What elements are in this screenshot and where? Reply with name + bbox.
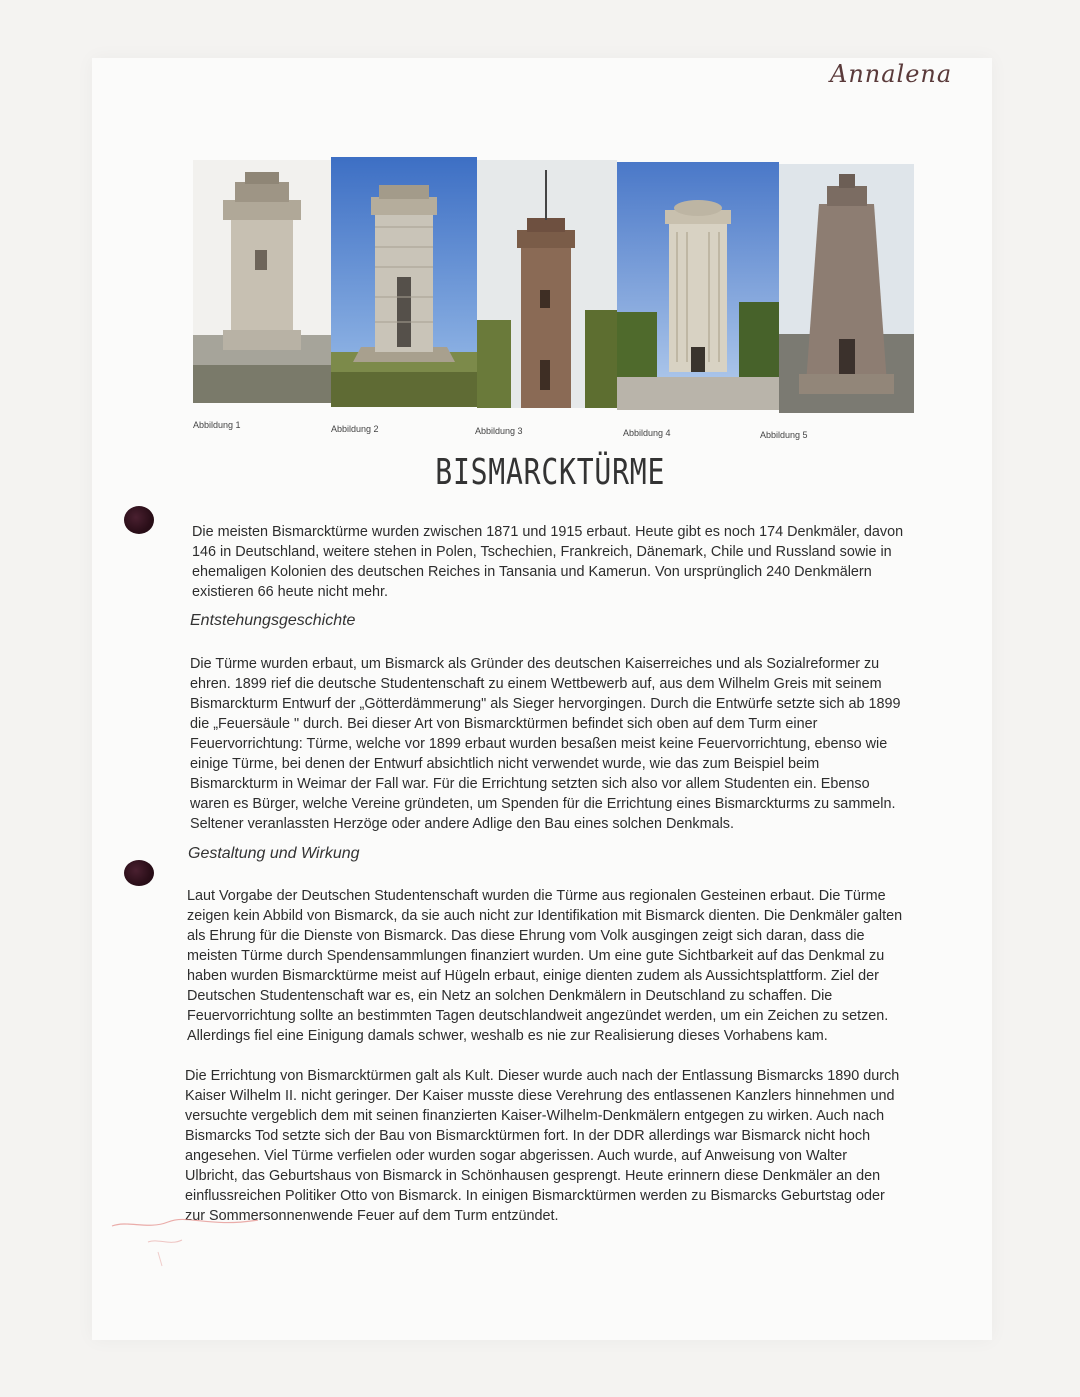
page-title: BISMARCKTÜRME (435, 452, 666, 493)
section-heading-history: Entstehungsgeschichte (190, 612, 356, 629)
design-paragraph-1: Laut Vorgabe der Deutschen Studentenschaft wurden die Türme aus regionalen Gesteinen erbaut. Die Türme zeigen kein Abbild von Bismarck, da sie auch nicht zur Identifikation mit Bismarck dienten. Die Denkmäler galten als Ehrung für die Dienste von Bismarck. Das diese Ehrung vom Volk ausgingen zeigt sich daran, dass die meisten Türme durch Spendensammlungen finanziert wurden. Um eine gute Sichtbarkeit auf das Denkmal zu haben wurden Bismarcktürme meist auf Hügeln erbaut, einige dienten zudem als Aussichtsplattform. Ziel der Deutschen Studentenschaft war es, ein Netz an solchen Denkmälern in Deutschland zu schaffen. Die Feuervorrichtung sollte an bestimmten Tagen deutschlandweit angezündet werden, um ein Zeichen zu setzen. Allerdings fiel eine Einigung damals schwer, weshalb es nie zur Realisierung dieses Vorhabens kam. (187, 888, 903, 1044)
figure-caption-1: Abbildung 1 (193, 420, 241, 430)
tower-photo-5 (779, 164, 914, 413)
tower-photo-1 (193, 160, 331, 403)
tower-photo-3 (477, 160, 617, 408)
hole-punch-mark-1 (124, 506, 154, 534)
photo-strip (0, 0, 1080, 440)
figure-caption-2: Abbildung 2 (331, 424, 379, 434)
figure-caption-3: Abbildung 3 (475, 426, 523, 436)
history-paragraph: Die Türme wurden erbaut, um Bismarck als Gründer des deutschen Kaiserreiches und als Sozialreformer zu ehren. 1899 rief die deutsche Studentenschaft zu einem Wettbewerb auf, aus dem Wilhelm Greis mit seinem Bismarckturm Entwurf der „Götterdämmerung" als Sieger hervorgingen. Durch die Entwürfe setzte sich ab 1899 die „Feuersäule " durch. Bei dieser Art von Bismarcktürmen befindet sich oben auf dem Turm einer Feuervorrichtung: Türme, welche vor 1899 erbaut wurden besaßen meist keine Feuervorrichtung, ebenso wie einige Türme, bei denen der Entwurf absichtlich nicht verwendet wurde, wie das zum Beispiel beim Bismarckturm in Weimar der Fall war. Für die Errichtung setzten sich also vor allem Studenten ein. Ebenso waren es Bürger, welche Vereine gründeten, um Spenden für die Errichtung eines Bismarckturms zu sammeln. Seltener veranlassten Herzöge oder andere Adlige den Bau eines solchen Denkmals. (190, 656, 901, 832)
figure-caption-5: Abbildung 5 (760, 430, 808, 440)
tower-photo-2 (331, 157, 477, 407)
figure-caption-4: Abbildung 4 (623, 428, 671, 438)
pen-scribble (108, 1212, 288, 1272)
handwritten-signature: Annalena (830, 60, 953, 88)
design-paragraph-2: Die Errichtung von Bismarcktürmen galt als Kult. Dieser wurde auch nach der Entlassung Bismarcks 1890 durch Kaiser Wilhelm II. nicht geringer. Der Kaiser musste diese Verehrung des entlassenen Kanzlers hinnehmen und versuchte vergeblich dem mit seinen finanzierten Kaiser-Wilhelm-Denkmälern entgegen zu wirken. Auch nach Bismarcks Tod setzte sich der Bau von Bismarcktürmen fort. In der DDR allerdings war Bismarck nicht hoch angesehen. Viel Türme verfielen oder wurden sogar abgerissen. Auch wurde, auf Anweisung von Walter Ulbricht, das Geburtshaus von Bismarck in Schönhausen gesprengt. Heute erinnern diese Denkmäler an den einflussreichen Politiker Otto von Bismarck. In einigen Bismarcktürmen werden zu Bismarcks Geburtstag oder zur Sommersonnenwende Feuer auf dem Turm entzündet. (185, 1068, 900, 1224)
intro-paragraph: Die meisten Bismarcktürme wurden zwischen 1871 und 1915 erbaut. Heute gibt es noch 174 Denkmäler, davon 146 in Deutschland, weitere stehen in Polen, Tschechien, Frankreich, Dänemark, Chile und Russland sowie in ehemaligen Kolonien des deutschen Reiches in Tansania und Kamerun. Von ursprünglich 240 Denkmälern existieren 66 heute nicht mehr. (192, 524, 904, 600)
tower-photo-4 (617, 162, 779, 410)
section-heading-design: Gestaltung und Wirkung (188, 845, 360, 862)
hole-punch-mark-2 (124, 860, 154, 886)
